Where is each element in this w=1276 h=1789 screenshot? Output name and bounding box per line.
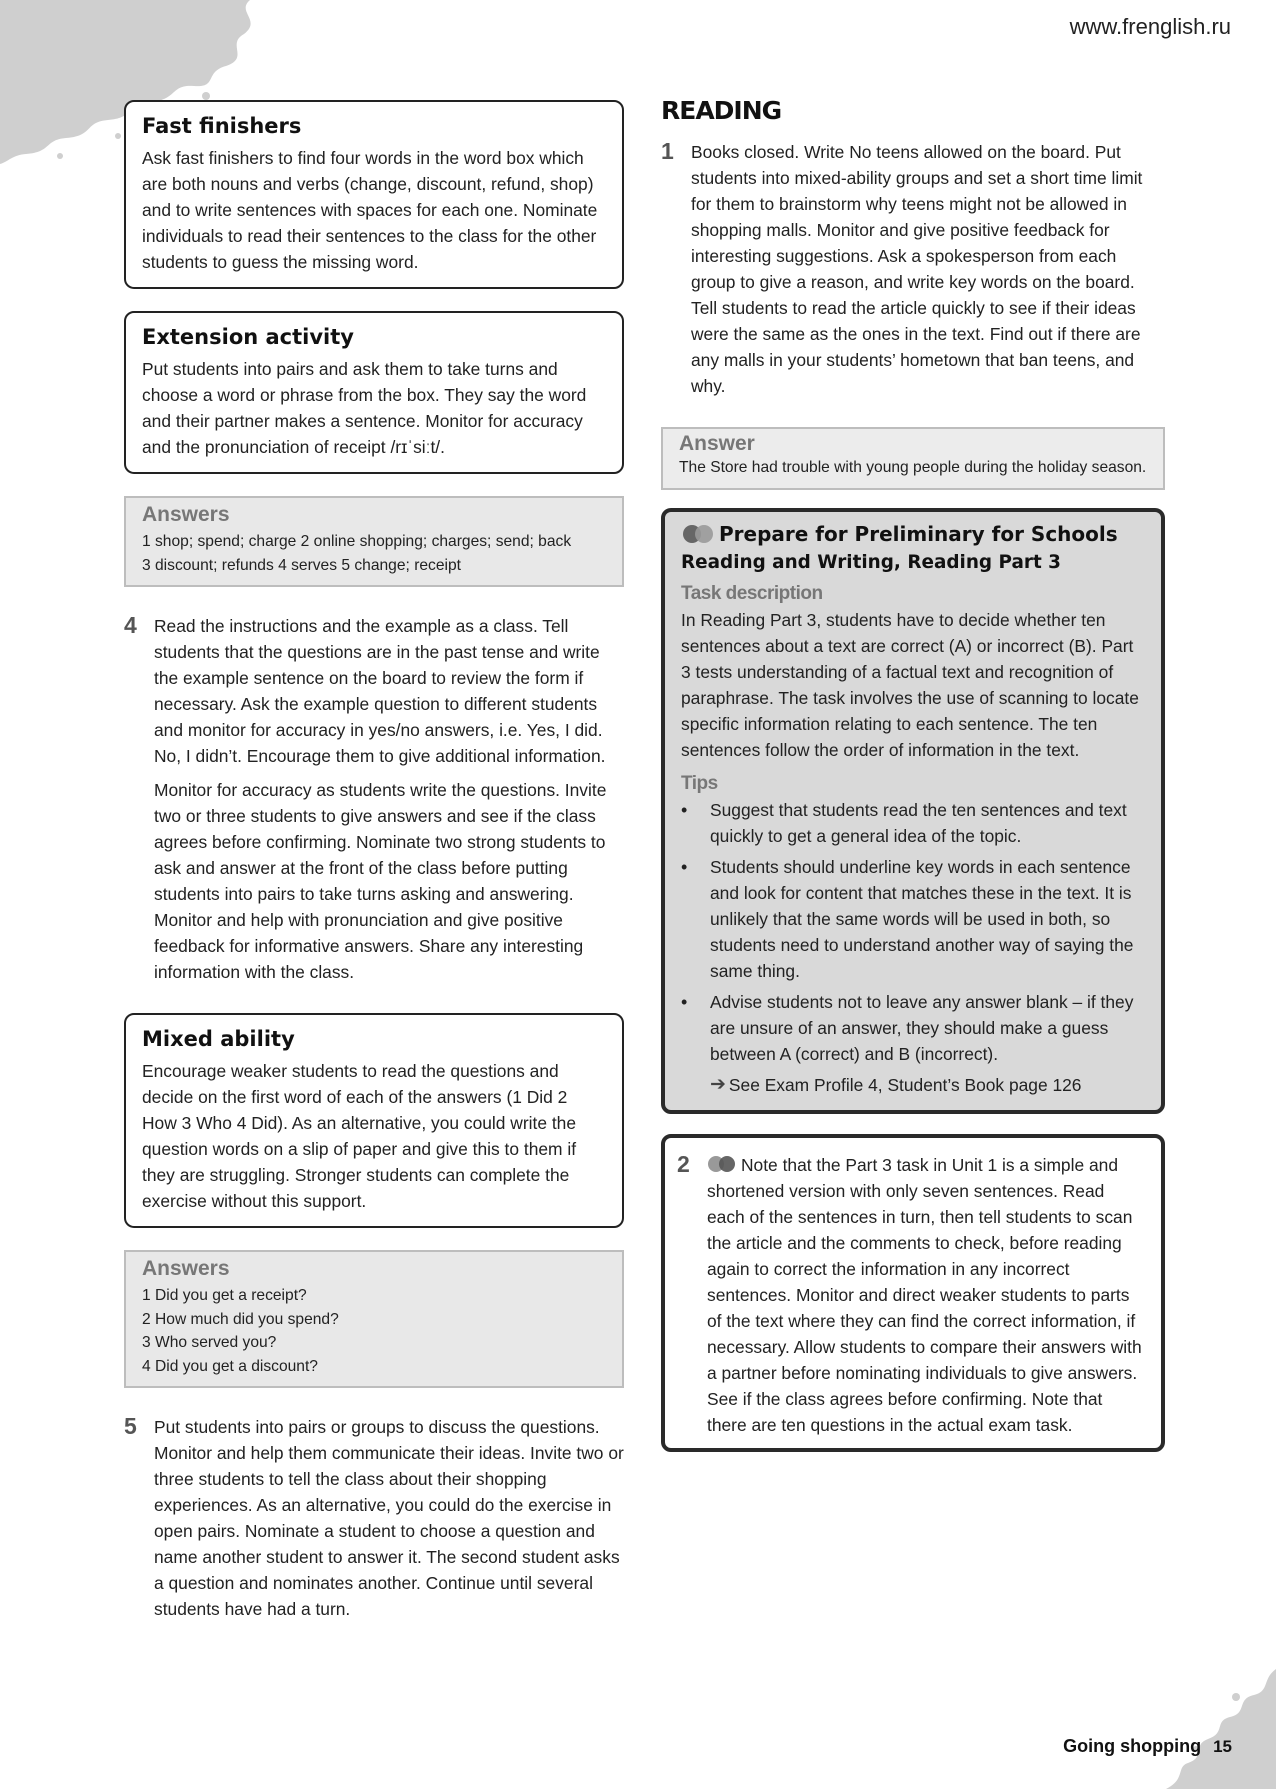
item-number: 1 — [661, 138, 674, 164]
answers-line: 3 Who served you? — [142, 1334, 277, 1351]
activity-item-4 — [124, 613, 624, 993]
answer-text: The Store had trouble with young people during the holiday season. — [679, 459, 1147, 476]
activity-item-1 — [661, 139, 1165, 407]
answers-line: 1 Did you get a receipt? — [142, 1287, 307, 1304]
fast-finishers-title: Fast finishers — [142, 114, 302, 138]
tip-item: • Students should underline key words in each sentence and look for content that matches these in the text. It is unlikely that the same words will be used in both, so students need to understand another way of saying the same thing. — [681, 854, 1145, 984]
unit-title: Going shopping — [1063, 1736, 1202, 1756]
answer-title: Answer — [679, 432, 755, 455]
activity-item-2 — [661, 1134, 1165, 1452]
corner-splash-decoration — [1166, 1669, 1276, 1789]
fast-finishers-text: Ask fast finishers to find four words in the word box which are both nouns and verbs (change, discount, refund, shop) and to write sentences with spaces for each one. Nominate individuals to read their sentences to the class for the other students to guess the missing word. — [142, 148, 598, 272]
tip-item: • Suggest that students read the ten sentences and text quickly to get a general idea of the topic. — [681, 797, 1145, 849]
answers-line: 1 shop; spend; charge 2 online shopping; charges; send; back — [142, 533, 572, 550]
arrow-right-icon: ➔ — [710, 1074, 726, 1095]
answers-box — [124, 1250, 624, 1388]
see-also-text: See Exam Profile 4, Student’s Book page 126 — [728, 1075, 1082, 1095]
tips-list — [681, 797, 1145, 1067]
answers-title: Answers — [142, 1257, 230, 1280]
exam-badge-icon — [707, 1155, 737, 1173]
item-4-paragraph-1: Read the instructions and the example as a class. Tell students that the questions are in the past tense and write the example sentence on the board to review the form if necessary. Ask the example question to different students and monitor for accuracy in yes/no answers, i.e. Yes, I did. No, I didn’t. Encourage them to give additional information. — [154, 616, 606, 766]
exam-prep-subtitle: Reading and Writing, Reading Part 3 — [681, 552, 1061, 573]
see-also-reference — [681, 1072, 1145, 1098]
answers-box — [124, 496, 624, 587]
exam-prep-box — [661, 508, 1165, 1114]
page-footer — [1063, 1736, 1232, 1757]
item-number: 2 — [677, 1151, 690, 1177]
tip-item: • Advise students not to leave any answer blank – if they are unsure of an answer, they should make a guess between A (correct) and B (incorrect). — [681, 989, 1145, 1067]
item-2-paragraph: Note that the Part 3 task in Unit 1 is a simple and shortened version with only seven sentences. Read each of the sentences in turn, then tell students to scan the article and the comments to check, before reading again to correct the information in any incorrect sentences. Monitor and direct weaker students to parts of the text where they can find the correct information, if necessary. Allow students to compare their answers with a partner before nominating individuals to give answers. See if the class agrees before confirming. Note that there are ten questions in the actual exam task. — [707, 1155, 1142, 1435]
answer-box — [661, 427, 1165, 490]
site-url[interactable]: www.frenglish.ru — [1069, 14, 1231, 39]
item-5-paragraph: Put students into pairs or groups to discuss the questions. Monitor and help them communicate their ideas. Invite two or three students to tell the class about their shopping experiences. As an alternative, you could do the exercise in open pairs. Nominate a student to choose a question and name another student to answer it. The second student asks a question and nominates another. Continue until several students have had a turn. — [154, 1417, 624, 1619]
left-column — [124, 100, 624, 1650]
mixed-ability-box — [124, 1013, 624, 1228]
fast-finishers-box — [124, 100, 624, 289]
answers-line: 2 How much did you spend? — [142, 1310, 339, 1328]
answers-line: 4 Did you get a discount? — [142, 1357, 318, 1375]
mixed-ability-title: Mixed ability — [142, 1027, 295, 1051]
mixed-ability-text: Encourage weaker students to read the questions and decide on the first word of each of the answers (1 Did 2 How 3 Who 4 Did). As an alternative, you could write the question words on a slip of paper and give this to them if they are struggling. Stronger students can complete the exercise without this support. — [142, 1061, 577, 1211]
page-number: 15 — [1213, 1736, 1232, 1756]
section-heading: READING — [661, 96, 782, 125]
extension-activity-text: Put students into pairs and ask them to take turns and choose a word or phrase from the box. They say the word and their partner makes a sentence. Monitor for accuracy and the pronunciation of receipt /rɪˈsiːt/. — [142, 359, 587, 457]
exam-prep-title: Prepare for Preliminary for Schools — [719, 522, 1118, 546]
item-1-paragraph: Books closed. Write No teens allowed on the board. Put students into mixed-ability groups and set a short time limit for them to brainstorm why teens might not be allowed in shopping malls. Monitor and give positive feedback for interesting suggestions. Ask a spokesperson from each group to give a reason, and write key words on the board. Tell students to read the article quickly to see if their ideas were the same as the ones in the text. Find out if there are any malls in your students’ hometown that ban teens, and why. — [691, 142, 1143, 396]
right-column — [661, 96, 1165, 1452]
item-number: 4 — [124, 612, 137, 638]
item-4-paragraph-2: Monitor for accuracy as students write the questions. Invite two or three students to give answers and see if the class agrees before confirming. Nominate two strong students to ask and answer at the front of the class before putting students into pairs to take turns asking and answering. Monitor and help with pronunciation and give positive feedback for informative answers. Share any interesting information with the class. — [154, 780, 607, 982]
activity-item-5 — [124, 1414, 624, 1630]
answers-title: Answers — [142, 503, 230, 526]
tips-label: Tips — [681, 773, 718, 794]
exam-badge-icon — [681, 524, 715, 544]
task-description-label: Task description — [681, 583, 823, 604]
item-number: 5 — [124, 1413, 137, 1439]
extension-activity-box — [124, 311, 624, 474]
extension-activity-title: Extension activity — [142, 325, 354, 349]
task-description-text: In Reading Part 3, students have to decide whether ten sentences about a text are correct (A) or incorrect (B). Part 3 tests understanding of a factual text and recognition of paraphrase. The task involves the use of scanning to locate specific information relating to each sentence. The ten sentences follow the order of information in the text. — [681, 610, 1139, 760]
answers-line: 3 discount; refunds 4 serves 5 change; receipt — [142, 556, 461, 574]
